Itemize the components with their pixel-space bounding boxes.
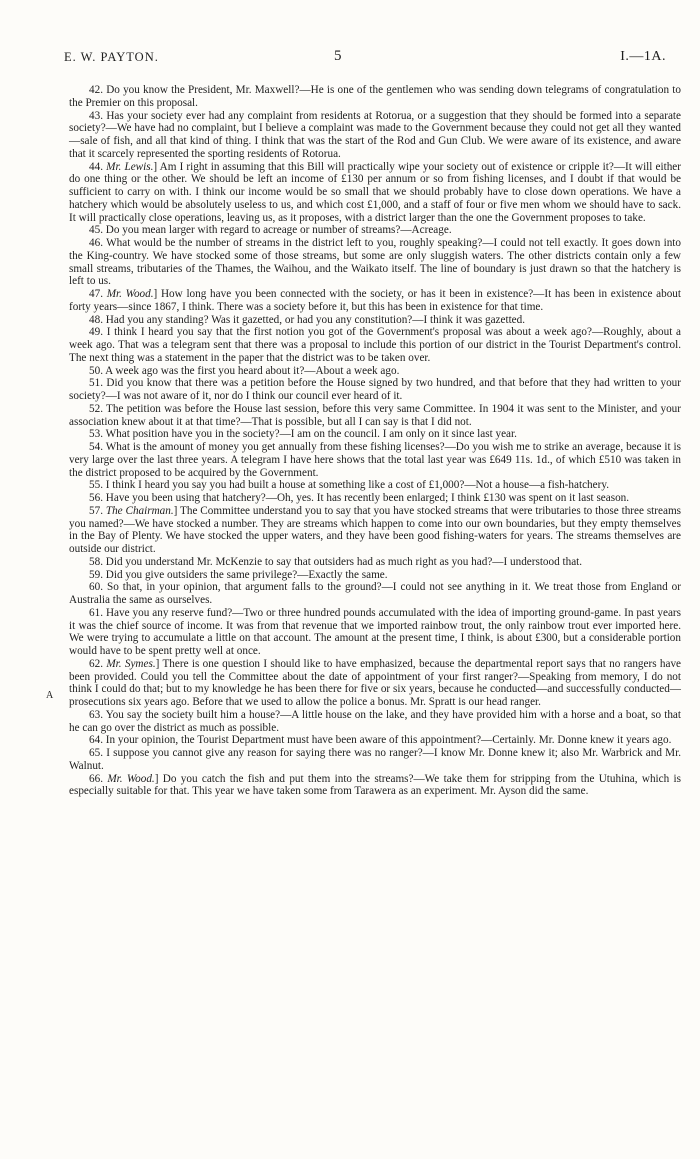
question-answer-paragraph	[69, 505, 681, 556]
question-answer-paragraph	[69, 224, 681, 237]
question-answer-paragraph	[69, 365, 681, 378]
question-answer-paragraph	[69, 658, 681, 709]
question-number: 47.	[89, 288, 107, 300]
question-answer-paragraph	[69, 377, 681, 403]
question-answer-paragraph	[69, 773, 681, 799]
paragraph-text: ] How long have you been connected with the society, or has it been in existence?—It has been in existence about forty years—since 1867, I think. There was a society before it, but this has been in existence for that time.	[69, 288, 681, 313]
question-answer-paragraph	[69, 479, 681, 492]
question-answer-paragraph	[69, 556, 681, 569]
paragraph-text: 60. So that, in your opinion, that argument falls to the ground?—I could not see anything in it. We treat those from England or Australia the same as ourselves.	[69, 581, 681, 606]
question-answer-paragraph	[69, 314, 681, 327]
witness-name-header: E. W. PAYTON.	[64, 50, 159, 64]
question-answer-paragraph	[69, 110, 681, 161]
question-answer-paragraph	[69, 709, 681, 735]
question-answer-paragraph	[69, 569, 681, 582]
paragraph-text: 55. I think I heard you say you had built a house at something like a cost of £1,000?—Not a house—a fish-hatchery.	[89, 479, 609, 492]
paragraph-text: ] There is one question I should like to have emphasized, because the departmental report says that no rangers have been provided. Could you tell the Committee about the date of appointment of your first ranger?—Speaking from memory, I do not think I could do that; but to my knowledge he has been there for five or six years, because he conducted—and successfully conducted—prosecutions six years ago. Before that we used to allow the police a bonus. Mr. Spratt is our head ranger.	[69, 657, 682, 708]
paragraph-text: 65. I suppose you cannot give any reason for saying there was no ranger?—I know Mr. Donne knew it; also Mr. Warbrick and Mr. Walnut.	[69, 747, 681, 772]
question-answer-paragraph	[69, 428, 681, 441]
paragraph-text: 43. Has your society ever had any complaint from residents at Rotorua, or a suggestion that they should be formed into a separate society?—We have had no complaint, but I believe a complaint was made to the Government because they could not get all they wanted—sale of fish, and all that kind of thing. I think that was the start of the Rod and Gun Club. We were aware of its existence, and aware that it scarcely represented the sporting residents of Rotorua.	[69, 109, 681, 160]
speaker-name: Mr. Wood.	[106, 288, 154, 300]
speaker-name: The Chairman.	[105, 504, 174, 517]
paragraph-text: 64. In your opinion, the Tourist Department must have been aware of this appointment?—Certainly. Mr. Donne knew it years ago.	[89, 734, 672, 747]
paragraph-text: ] Do you catch the fish and put them into the streams?—We take them for stripping from the Utuhina, which is especially suitable for that. This year we have taken some from Tarawera as an experiment. Mr. Ayson did the same.	[69, 772, 681, 798]
margin-mark: A	[46, 690, 54, 701]
question-number: 44.	[89, 160, 107, 173]
question-answer-paragraph	[69, 734, 681, 747]
question-answer-paragraph	[69, 326, 681, 364]
paragraph-text: 63. You say the society built him a house?—A little house on the lake, and they have provided him with a horse and a boat, so that he can go over the district as much as possible.	[69, 708, 681, 734]
paragraph-text: 58. Did you understand Mr. McKenzie to say that outsiders had as much right as you had?—I understood that.	[89, 555, 583, 568]
question-number: 66.	[89, 772, 108, 785]
speaker-name: Mr. Lewis.	[106, 160, 154, 173]
paragraph-text: 53. What position have you in the society?—I am on the council. I am only on it since last year.	[89, 428, 517, 441]
paragraph-text: 52. The petition was before the House last session, before this very same Committee. In 1904 it was sent to the Minister, and your association knew about it at that time?—That is possible, but all I can say is that I did not.	[69, 402, 681, 428]
question-answer-paragraph	[69, 747, 681, 773]
question-answer-paragraph	[69, 237, 681, 288]
paragraph-text: ] The Committee understand you to say that you have stocked streams that were tributaries to those three streams you named?—We have stocked a number. They are streams which happen to come into our own boundaries, but they empty themselves in the Bay of Plenty. We have stocked the upper waters, and they have been good fishing-waters for years. The streams themselves are outside our district.	[69, 504, 681, 555]
paragraph-text: 56. Have you been using that hatchery?—Oh, yes. It has recently been enlarged; I think £130 was spent on it last season.	[89, 492, 630, 504]
question-number: 62.	[89, 657, 107, 670]
paragraph-text: ] Am I right in assuming that this Bill will practically wipe your society out of existence or cripple it?—It will either do one thing or the other. We should be left an income of £130 per annum or so from fishing licenses, and I doubt if that would be sufficient to carry on with. I think our income would be so small that we should probably have to close down operations. We have a hatchery which would be absolutely useless to us, and which cost £1,000, and a staff of four or five men whom we should have to sack. It will practically close operations, leaving us, as it proposes, with a district larger than the one the Government proposes to take.	[69, 160, 681, 224]
paper-reference: I.—1A.	[620, 49, 666, 64]
question-answer-paragraph	[69, 492, 681, 505]
question-answer-paragraph	[69, 607, 681, 658]
page-number: 5	[334, 48, 342, 64]
question-number: 57.	[89, 504, 106, 517]
question-answer-paragraph	[69, 84, 681, 110]
question-answer-paragraph	[69, 288, 681, 314]
paragraph-text: 42. Do you know the President, Mr. Maxwell?—He is one of the gentlemen who was sending down telegrams of congratulation to the Premier on this proposal.	[69, 84, 681, 109]
speaker-name: Mr. Symes.	[106, 657, 156, 670]
paragraph-text: 59. Did you give outsiders the same privilege?—Exactly the same.	[89, 568, 388, 581]
paragraph-text: 48. Had you any standing? Was it gazetted, or had you any constitution?—I think it was gazetted.	[89, 313, 526, 326]
speaker-name: Mr. Wood.	[107, 772, 155, 785]
paragraph-text: 49. I think I heard you say that the first notion you got of the Government's proposal was about a week ago?—Roughly, about a week ago. That was a telegram sent that there was a proposal to include this portion of our district in the Tourist Department's control. The next thing was a statement in the paper that the district was to be taken over.	[69, 326, 681, 364]
question-answer-paragraph	[69, 403, 681, 429]
question-answer-paragraph	[69, 161, 681, 225]
paragraph-text: 54. What is the amount of money you get annually from these fishing licenses?—Do you wish me to strike an average, because it is very large over the last three years. A telegram I have here shows that the total last year was £649 11s. 1d., of which £510 was taken in the district proposed to be acquired by the Government.	[69, 441, 681, 479]
paragraph-text: 45. Do you mean larger with regard to acreage or number of streams?—Acreage.	[89, 224, 452, 237]
paragraph-text: 46. What would be the number of streams in the district left to you, roughly speaking?—I could not tell exactly. It goes down into the King-country. We have stocked some of those streams, but some are only sluggish waters. The other districts contain only a few small streams, tributaries of the Thames, the Waihou, and the Waikato itself. The line of boundary is just drawn so that the hatchery is left to us.	[69, 237, 681, 288]
question-answer-paragraph	[69, 581, 681, 607]
paragraph-text: 61. Have you any reserve fund?—Two or three hundred pounds accumulated with the idea of importing ground-game. In past years it was the chief source of income. It was from that revenue that we imported rainbow trout, the only rainbow trout ever imported here. We were trying to accumulate a little on that account. The amount at the present time, I think, is about £300, but a considerable portion would have to be spent pretty well at once.	[69, 606, 681, 657]
page-header	[64, 48, 670, 70]
document-body	[69, 84, 681, 798]
question-answer-paragraph	[69, 441, 681, 479]
paragraph-text: 51. Did you know that there was a petition before the House signed by two hundred, and that before that they had written to your society?—I was not aware of it, nor do I think our council ever heard of it.	[69, 377, 681, 402]
paragraph-text: 50. A week ago was the first you heard about it?—About a week ago.	[89, 364, 400, 377]
